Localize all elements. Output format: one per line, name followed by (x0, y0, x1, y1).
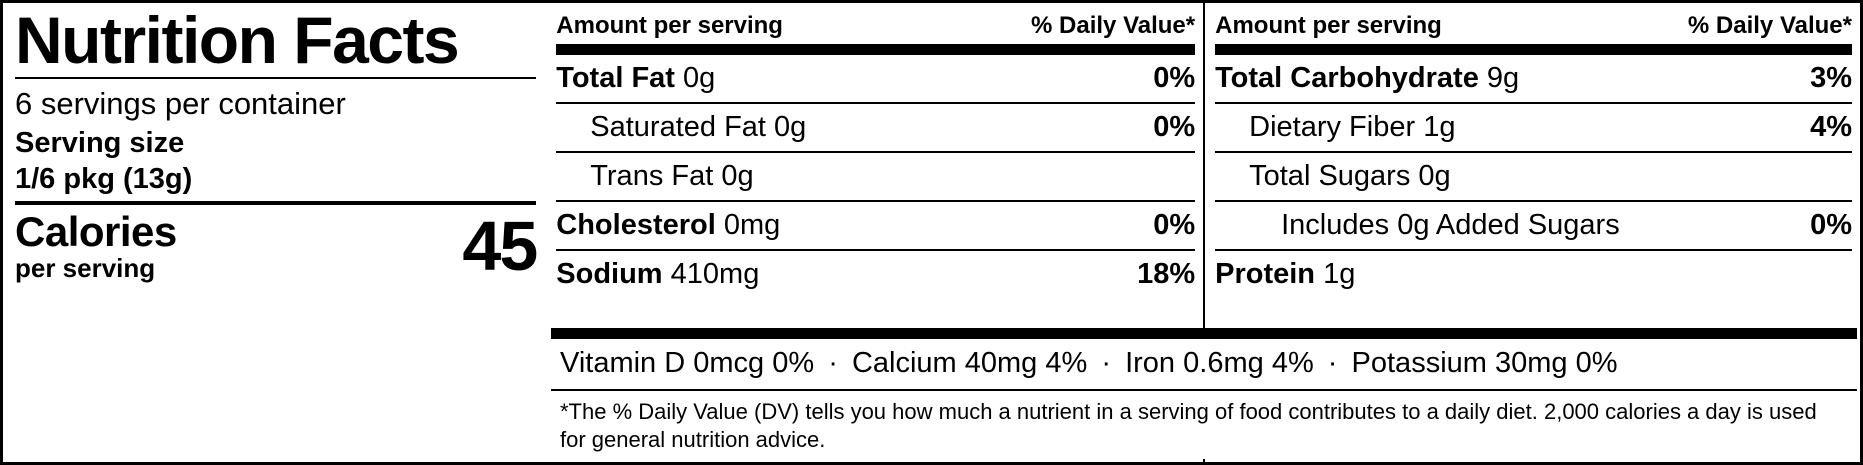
vitamin-d-dv: 0% (772, 347, 815, 379)
calcium-name: Calcium (851, 347, 957, 379)
nutrient-dv-total-carbohydrate: 3% (1810, 62, 1852, 94)
nutrient-row-saturated-fat (556, 102, 1195, 151)
calories-labels (15, 207, 177, 283)
page-title: Nutrition Facts (15, 3, 459, 77)
nutrient-name-sodium: Sodium 410mg (556, 258, 760, 290)
nutrient-name-added-sugars: Includes 0g Added Sugars (1281, 209, 1620, 241)
nutrient-row-trans-fat (556, 151, 1195, 200)
nutrient-row-added-sugars (1215, 200, 1852, 249)
potassium-amount: 30mg (1494, 347, 1568, 379)
divider-thick-vitamins (551, 328, 1857, 339)
nutrient-dv-cholesterol: 0% (1153, 209, 1196, 241)
nutrient-name-dietary-fiber: Dietary Fiber 1g (1249, 111, 1456, 143)
amount-per-serving-label-right: Amount per serving (1215, 12, 1442, 39)
vitamin-separator-1: · (828, 347, 838, 379)
vitamin-d-name: Vitamin D (560, 347, 686, 379)
nutrient-name-saturated-fat: Saturated Fat 0g (590, 111, 807, 143)
nutrient-name-total-fat: Total Fat 0g (556, 62, 716, 94)
nutrient-dv-total-fat: 0% (1153, 62, 1196, 94)
calcium-dv: 4% (1045, 347, 1088, 379)
vitamin-separator-2: · (1101, 347, 1112, 379)
nutrient-name-cholesterol: Cholesterol 0mg (556, 209, 781, 241)
iron-dv: 4% (1271, 347, 1314, 379)
nutrient-row-sodium (556, 249, 1195, 298)
calories-sub-label: per serving (15, 252, 156, 283)
iron-amount: 0.6mg (1183, 347, 1264, 379)
amount-per-serving-label-left: Amount per serving (556, 12, 783, 39)
daily-value-label-left: % Daily Value* (1031, 12, 1196, 39)
iron-name: Iron (1125, 347, 1176, 379)
nutrient-row-total-fat (556, 55, 1195, 102)
nutrient-column-left-header (556, 3, 1195, 44)
nutrient-column-right-header (1215, 3, 1852, 44)
vitamins-row (6, 339, 1857, 389)
divider-thick-right (1215, 44, 1852, 55)
calories-label: Calories (15, 207, 177, 255)
divider-serving-size (15, 201, 536, 205)
servings-per-container: 6 servings per container (15, 86, 346, 122)
nutrient-name-trans-fat: Trans Fat 0g (590, 160, 754, 192)
potassium-dv: 0% (1575, 347, 1618, 379)
calcium-amount: 40mg (964, 347, 1038, 379)
daily-value-footnote: *The % Daily Value (DV) tells you how much a nutrient in a serving of food contributes to a daily diet. 2,000 calories a day is used for general nutrition advice. (560, 399, 1817, 452)
calories-row (15, 207, 537, 286)
label-footer (6, 328, 1857, 459)
nutrient-row-dietary-fiber (1215, 102, 1852, 151)
daily-value-label-right: % Daily Value* (1687, 12, 1852, 39)
serving-size-value: 1/6 pkg (13g) (15, 163, 193, 196)
vitamin-d-amount: 0mcg (693, 347, 765, 379)
nutrient-dv-sodium: 18% (1137, 258, 1196, 290)
nutrient-dv-added-sugars: 0% (1810, 209, 1852, 241)
calories-value: 45 (462, 207, 537, 286)
nutrient-name-protein: Protein 1g (1215, 258, 1356, 290)
potassium-name: Potassium (1351, 347, 1487, 379)
nutrient-row-protein (1215, 249, 1852, 298)
nutrient-dv-dietary-fiber: 4% (1810, 111, 1852, 143)
divider-thick-left (556, 44, 1195, 55)
serving-size-label: Serving size (15, 127, 185, 160)
nutrient-dv-saturated-fat: 0% (1153, 111, 1196, 143)
nutrient-row-total-sugars (1215, 151, 1852, 200)
vitamin-separator-3: · (1327, 347, 1338, 379)
nutrient-row-cholesterol (556, 200, 1195, 249)
nutrient-name-total-carbohydrate: Total Carbohydrate 9g (1215, 62, 1520, 94)
divider-title (15, 77, 536, 79)
nutrient-name-total-sugars: Total Sugars 0g (1249, 160, 1451, 192)
nutrient-row-total-carbohydrate (1215, 55, 1852, 102)
